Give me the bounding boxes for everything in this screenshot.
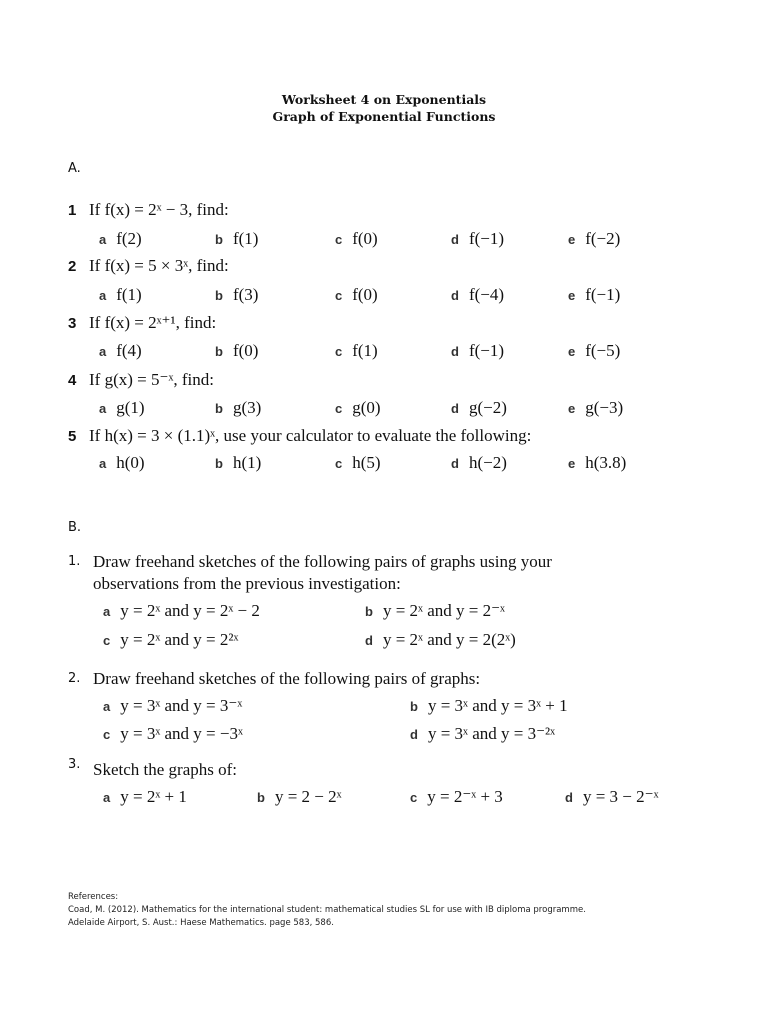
section-b-label: B. xyxy=(68,520,82,535)
part-label: e xyxy=(568,401,576,416)
part-label: a xyxy=(103,604,111,619)
part-c xyxy=(103,630,238,650)
part-label: b xyxy=(215,232,223,247)
part-label: e xyxy=(568,344,576,359)
part-a xyxy=(103,696,242,716)
part-label: b xyxy=(215,456,223,471)
part-expression: y = 2ˣ and y = 2⁻ˣ xyxy=(382,601,505,620)
part-label: b xyxy=(257,790,265,805)
part-label: c xyxy=(103,633,111,648)
part-expression: f(3) xyxy=(232,285,259,304)
part-expression: h(1) xyxy=(232,453,262,472)
part-a xyxy=(99,229,142,249)
part-label: e xyxy=(568,232,576,247)
part-label: a xyxy=(99,288,107,303)
part-label: c xyxy=(410,790,418,805)
part-a xyxy=(99,285,142,305)
part-expression: f(0) xyxy=(352,285,378,304)
part-a xyxy=(103,601,260,621)
part-label: d xyxy=(451,288,459,303)
part-expression: h(−2) xyxy=(468,453,507,472)
part-a xyxy=(103,787,187,807)
part-c xyxy=(103,724,243,744)
part-expression: y = 3ˣ and y = −3ˣ xyxy=(120,724,243,743)
question-number: 1 xyxy=(68,202,77,219)
part-label: c xyxy=(103,727,111,742)
question-text: If h(x) = 3 × (1.1)ˣ, use your calculator to evaluate the following: xyxy=(89,426,532,445)
question-number: 2. xyxy=(68,671,81,686)
part-d xyxy=(410,724,555,744)
part-label: b xyxy=(215,401,223,416)
part-label: b xyxy=(365,604,373,619)
part-expression: h(3.8) xyxy=(585,453,627,472)
part-d xyxy=(451,453,507,473)
part-label: b xyxy=(410,699,418,714)
part-expression: f(0) xyxy=(352,229,378,248)
part-expression: g(0) xyxy=(352,398,381,417)
question-number: 3 xyxy=(68,315,77,332)
part-c xyxy=(335,285,378,305)
part-d xyxy=(365,630,516,650)
part-label: d xyxy=(451,232,459,247)
part-expression: y = 3ˣ and y = 3⁻ˣ xyxy=(120,696,243,715)
references-heading: References: xyxy=(68,892,119,902)
question-text: Draw freehand sketches of the following pairs of graphs: xyxy=(93,669,481,688)
part-c xyxy=(335,341,378,361)
part-e xyxy=(568,341,620,361)
part-label: d xyxy=(451,344,459,359)
part-expression: y = 2 − 2ˣ xyxy=(274,787,342,806)
question-text: Sketch the graphs of: xyxy=(93,760,237,779)
question-number: 3. xyxy=(68,757,81,772)
part-label: a xyxy=(103,790,111,805)
part-expression: f(−1) xyxy=(468,341,505,360)
part-label: c xyxy=(335,288,343,303)
part-b xyxy=(215,285,258,305)
part-e xyxy=(568,453,626,473)
part-expression: y = 2ˣ + 1 xyxy=(120,787,187,806)
part-expression: f(−5) xyxy=(585,341,621,360)
part-label: d xyxy=(451,401,459,416)
part-label: b xyxy=(215,288,223,303)
part-expression: g(−2) xyxy=(468,398,507,417)
part-expression: h(5) xyxy=(352,453,381,472)
part-expression: g(3) xyxy=(232,398,262,417)
part-expression: f(1) xyxy=(116,285,142,304)
part-b xyxy=(365,601,505,621)
part-e xyxy=(568,229,620,249)
part-label: c xyxy=(335,401,343,416)
reference-line: Coad, M. (2012). Mathematics for the international student: mathematical studies SL for use with IB diploma programme. xyxy=(68,905,586,915)
part-c xyxy=(335,453,381,473)
part-label: d xyxy=(365,633,373,648)
part-label: a xyxy=(99,456,107,471)
part-expression: g(−3) xyxy=(585,398,624,417)
part-expression: f(−2) xyxy=(585,229,621,248)
part-label: a xyxy=(99,344,107,359)
part-d xyxy=(451,285,504,305)
part-b xyxy=(215,341,258,361)
part-label: b xyxy=(215,344,223,359)
question-number: 5 xyxy=(68,428,77,445)
part-label: d xyxy=(451,456,459,471)
part-d xyxy=(451,398,507,418)
part-c xyxy=(410,787,503,807)
question-text: If f(x) = 5 × 3ˣ, find: xyxy=(89,256,229,275)
part-expression: f(4) xyxy=(116,341,142,360)
question-text: If g(x) = 5⁻ˣ, find: xyxy=(89,370,214,389)
part-label: c xyxy=(335,344,343,359)
part-d xyxy=(451,229,504,249)
question-text-continued: observations from the previous investigation: xyxy=(93,574,401,593)
part-expression: y = 2⁻ˣ + 3 xyxy=(427,787,503,806)
part-a xyxy=(99,341,142,361)
worksheet-title: Worksheet 4 on Exponentials xyxy=(281,92,487,107)
section-a-label: A. xyxy=(68,161,81,176)
part-expression: y = 3ˣ and y = 3⁻²ˣ xyxy=(427,724,556,743)
part-expression: y = 2ˣ and y = 2²ˣ xyxy=(120,630,239,649)
part-b xyxy=(215,229,258,249)
part-a xyxy=(99,398,145,418)
part-d xyxy=(565,787,659,807)
question-text: Draw freehand sketches of the following pairs of graphs using your xyxy=(93,552,552,571)
part-label: a xyxy=(103,699,111,714)
part-expression: f(2) xyxy=(116,229,142,248)
part-c xyxy=(335,229,378,249)
part-label: d xyxy=(565,790,573,805)
references xyxy=(68,891,586,930)
part-label: a xyxy=(99,401,107,416)
part-b xyxy=(257,787,342,807)
worksheet-subtitle: Graph of Exponential Functions xyxy=(272,109,496,124)
part-label: e xyxy=(568,456,576,471)
part-label: c xyxy=(335,232,343,247)
part-expression: y = 3ˣ and y = 3ˣ + 1 xyxy=(427,696,568,715)
reference-line: Adelaide Airport, S. Aust.: Haese Mathematics. page 583, 586. xyxy=(68,918,334,928)
question-text: If f(x) = 2ˣ − 3, find: xyxy=(89,200,229,219)
part-label: e xyxy=(568,288,576,303)
part-expression: y = 2ˣ and y = 2(2ˣ) xyxy=(382,630,516,649)
part-expression: g(1) xyxy=(116,398,145,417)
part-label: a xyxy=(99,232,107,247)
part-expression: f(1) xyxy=(232,229,259,248)
part-b xyxy=(215,398,261,418)
question-text: If f(x) = 2ˣ⁺¹, find: xyxy=(89,313,217,332)
part-d xyxy=(451,341,504,361)
part-expression: f(−1) xyxy=(468,229,505,248)
part-b xyxy=(410,696,568,716)
part-a xyxy=(99,453,145,473)
part-e xyxy=(568,398,623,418)
part-expression: f(1) xyxy=(352,341,378,360)
part-expression: y = 3 − 2⁻ˣ xyxy=(582,787,659,806)
question-number: 1. xyxy=(68,554,81,569)
part-c xyxy=(335,398,381,418)
part-expression: f(0) xyxy=(232,341,259,360)
part-expression: f(−4) xyxy=(468,285,505,304)
part-expression: y = 2ˣ and y = 2ˣ − 2 xyxy=(120,601,260,620)
part-expression: f(−1) xyxy=(585,285,621,304)
part-label: c xyxy=(335,456,343,471)
question-number: 4 xyxy=(68,372,77,389)
part-expression: h(0) xyxy=(116,453,145,472)
question-number: 2 xyxy=(68,258,77,275)
part-e xyxy=(568,285,620,305)
part-label: d xyxy=(410,727,418,742)
part-b xyxy=(215,453,261,473)
